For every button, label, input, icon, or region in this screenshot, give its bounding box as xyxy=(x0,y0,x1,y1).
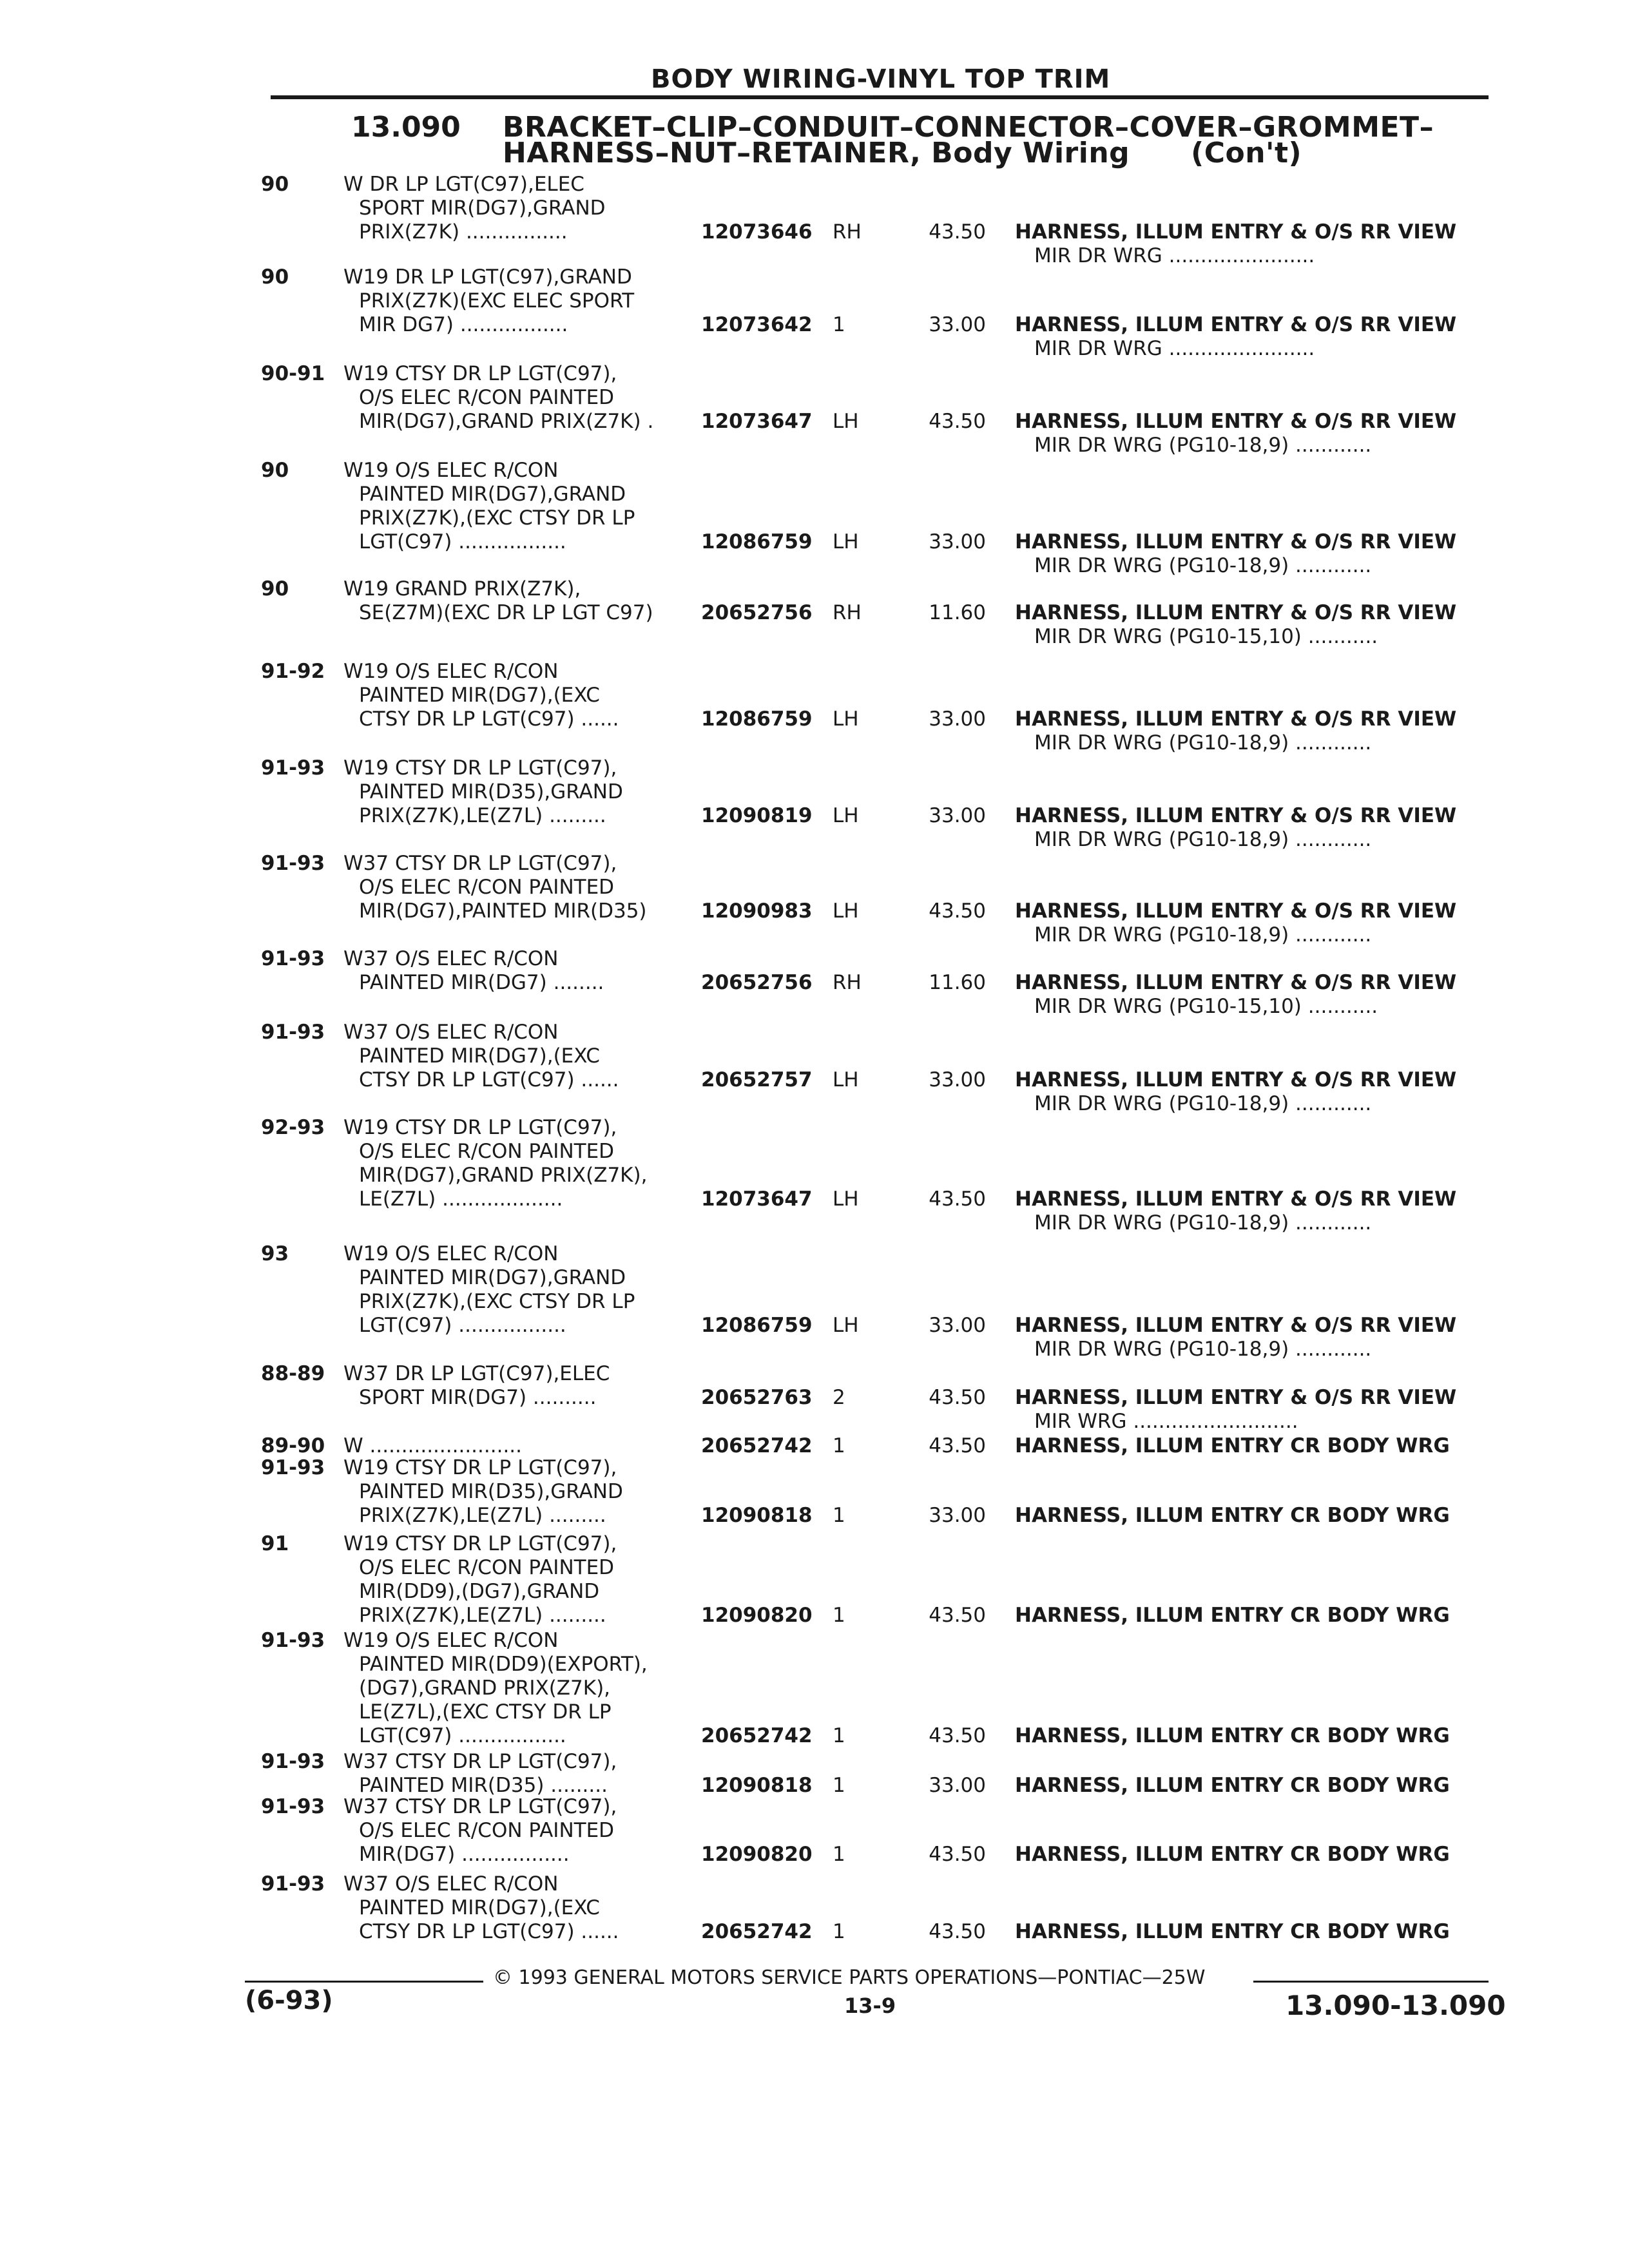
part-description xyxy=(1015,1920,1518,1944)
price: 43.50 xyxy=(929,899,986,923)
model-years: 91-92 xyxy=(261,660,325,683)
section-title: BODY WIRING-VINYL TOP TRIM xyxy=(651,64,1111,94)
usage-line: LGT(C97) ................. xyxy=(359,1314,566,1337)
part-description-main: HARNESS, ILLUM ENTRY & O/S RR VIEW xyxy=(1015,313,1457,336)
price: 43.50 xyxy=(929,220,986,244)
part-number: 12086759 xyxy=(701,707,813,731)
part-description-main: HARNESS, ILLUM ENTRY & O/S RR VIEW xyxy=(1015,1314,1457,1337)
usage-line: PAINTED MIR(D35),GRAND xyxy=(359,780,623,803)
usage-line: PAINTED MIR(DD9)(EXPORT), xyxy=(359,1653,648,1676)
usage-line: PRIX(Z7K),(EXC CTSY DR LP xyxy=(359,1290,635,1313)
quantity-or-side: LH xyxy=(833,899,859,923)
part-description-main: HARNESS, ILLUM ENTRY & O/S RR VIEW xyxy=(1015,1386,1457,1409)
usage-line: MIR(DD9),(DG7),GRAND xyxy=(359,1580,600,1603)
model-years: 91-93 xyxy=(261,1795,325,1818)
usage-line: PAINTED MIR(DG7),(EXC xyxy=(359,1896,600,1919)
usage-line: W ........................ xyxy=(343,1434,523,1457)
price: 33.00 xyxy=(929,1068,986,1091)
part-description-main: HARNESS, ILLUM ENTRY CR BODY WRG xyxy=(1015,1604,1450,1627)
usage-line: LE(Z7L),(EXC CTSY DR LP xyxy=(359,1700,612,1724)
model-years: 91-93 xyxy=(261,1629,325,1652)
group-number: 13.090 xyxy=(351,111,461,144)
usage-line: W19 GRAND PRIX(Z7K), xyxy=(343,577,581,601)
usage-line: LGT(C97) ................. xyxy=(359,1724,566,1747)
usage-line: MIR(DG7),PAINTED MIR(D35) xyxy=(359,899,647,923)
usage-line: W19 CTSY DR LP LGT(C97), xyxy=(343,756,617,780)
usage-line: PAINTED MIR(DG7),(EXC xyxy=(359,684,600,707)
quantity-or-side: LH xyxy=(833,804,859,827)
usage-description xyxy=(343,577,704,625)
usage-line: CTSY DR LP LGT(C97) ...... xyxy=(359,707,619,731)
quantity-or-side: LH xyxy=(833,1314,859,1337)
part-number: 12073646 xyxy=(701,220,813,244)
part-description-main: HARNESS, ILLUM ENTRY & O/S RR VIEW xyxy=(1015,971,1457,994)
model-years: 92-93 xyxy=(261,1116,325,1139)
usage-description xyxy=(343,362,704,434)
usage-line: PAINTED MIR(DG7),(EXC xyxy=(359,1044,600,1068)
usage-description xyxy=(343,459,704,554)
part-description-main: HARNESS, ILLUM ENTRY & O/S RR VIEW xyxy=(1015,707,1457,731)
group-title-cont: (Con't) xyxy=(1191,137,1302,169)
part-description-main: HARNESS, ILLUM ENTRY CR BODY WRG xyxy=(1015,1504,1450,1527)
usage-line: W19 CTSY DR LP LGT(C97), xyxy=(343,1456,617,1479)
model-years: 91-93 xyxy=(261,1456,325,1479)
part-number: 12090820 xyxy=(701,1843,813,1866)
price: 43.50 xyxy=(929,1434,986,1457)
usage-line: PRIX(Z7K)(EXC ELEC SPORT xyxy=(359,289,635,312)
quantity-or-side: 1 xyxy=(833,1843,845,1866)
usage-line: W19 O/S ELEC R/CON xyxy=(343,1629,559,1652)
part-description xyxy=(1015,1187,1518,1235)
quantity-or-side: LH xyxy=(833,707,859,731)
usage-line: SPORT MIR(DG7) .......... xyxy=(359,1386,597,1409)
part-description-sub: MIR DR WRG (PG10-15,10) ........... xyxy=(1034,625,1378,648)
usage-line: CTSY DR LP LGT(C97) ...... xyxy=(359,1920,619,1943)
model-years: 91-93 xyxy=(261,947,325,970)
part-number: 12090819 xyxy=(701,804,813,827)
part-description-main: HARNESS, ILLUM ENTRY & O/S RR VIEW xyxy=(1015,410,1457,433)
usage-line: PAINTED MIR(D35),GRAND xyxy=(359,1480,623,1503)
usage-description xyxy=(343,173,704,244)
usage-line: MIR DG7) ................. xyxy=(359,313,568,336)
group-title xyxy=(503,111,1434,169)
part-number: 20652742 xyxy=(701,1920,813,1943)
usage-description xyxy=(343,852,704,923)
part-description-main: HARNESS, ILLUM ENTRY & O/S RR VIEW xyxy=(1015,530,1457,553)
quantity-or-side: RH xyxy=(833,601,862,624)
price: 33.00 xyxy=(929,530,986,553)
part-description-sub: MIR DR WRG (PG10-18,9) ............ xyxy=(1034,1211,1372,1235)
usage-line: PRIX(Z7K) ................ xyxy=(359,220,568,244)
footer-rule-left xyxy=(245,1981,483,1983)
part-description xyxy=(1015,1724,1518,1748)
usage-line: SPORT MIR(DG7),GRAND xyxy=(359,197,606,220)
header-rule xyxy=(271,95,1489,99)
part-number: 20652756 xyxy=(701,601,813,624)
model-years: 90 xyxy=(261,577,289,601)
usage-description xyxy=(343,1242,704,1338)
usage-line: PRIX(Z7K),(EXC CTSY DR LP xyxy=(359,506,635,530)
quantity-or-side: 1 xyxy=(833,1604,845,1627)
model-years: 90-91 xyxy=(261,362,325,385)
part-description xyxy=(1015,804,1518,852)
part-description-main: HARNESS, ILLUM ENTRY & O/S RR VIEW xyxy=(1015,899,1457,923)
price: 33.00 xyxy=(929,313,986,336)
part-description-sub: MIR DR WRG ....................... xyxy=(1034,244,1315,267)
part-description xyxy=(1015,971,1518,1019)
part-description-sub: MIR DR WRG (PG10-18,9) ............ xyxy=(1034,828,1372,851)
part-number: 20652742 xyxy=(701,1724,813,1747)
usage-line: MIR(DG7) ................. xyxy=(359,1843,570,1866)
usage-line: MIR(DG7),GRAND PRIX(Z7K) . xyxy=(359,410,654,433)
part-description-main: HARNESS, ILLUM ENTRY CR BODY WRG xyxy=(1015,1774,1450,1797)
usage-description xyxy=(343,756,704,828)
part-description-sub: MIR WRG .......................... xyxy=(1034,1410,1298,1433)
quantity-or-side: LH xyxy=(833,410,859,433)
price: 33.00 xyxy=(929,1504,986,1527)
part-number: 12086759 xyxy=(701,1314,813,1337)
part-number: 20652757 xyxy=(701,1068,813,1091)
usage-description xyxy=(343,1116,704,1211)
quantity-or-side: 1 xyxy=(833,1434,845,1457)
page-number: 13-9 xyxy=(844,1994,896,2018)
usage-line: O/S ELEC R/CON PAINTED xyxy=(359,1819,615,1842)
part-description xyxy=(1015,530,1518,578)
price: 11.60 xyxy=(929,971,986,994)
price: 43.50 xyxy=(929,1187,986,1211)
usage-description xyxy=(343,1434,704,1458)
part-number: 12073647 xyxy=(701,410,813,433)
usage-description xyxy=(343,1795,704,1867)
part-description-sub: MIR DR WRG (PG10-18,9) ............ xyxy=(1034,923,1372,947)
price: 43.50 xyxy=(929,1724,986,1747)
price: 33.00 xyxy=(929,1314,986,1337)
part-description-sub: MIR DR WRG (PG10-15,10) ........... xyxy=(1034,995,1378,1018)
usage-description xyxy=(343,1362,704,1410)
price: 43.50 xyxy=(929,1604,986,1627)
usage-line: PAINTED MIR(DG7),GRAND xyxy=(359,483,626,506)
usage-line: W19 DR LP LGT(C97),GRAND xyxy=(343,265,632,289)
usage-line: CTSY DR LP LGT(C97) ...... xyxy=(359,1068,619,1091)
footer-rule-right xyxy=(1253,1981,1489,1983)
quantity-or-side: LH xyxy=(833,1068,859,1091)
usage-description xyxy=(343,1456,704,1528)
part-number: 12090818 xyxy=(701,1774,813,1797)
usage-line: W19 CTSY DR LP LGT(C97), xyxy=(343,1116,617,1139)
part-description xyxy=(1015,1314,1518,1361)
part-description-main: HARNESS, ILLUM ENTRY CR BODY WRG xyxy=(1015,1724,1450,1747)
part-description-sub: MIR DR WRG (PG10-18,9) ............ xyxy=(1034,1338,1372,1361)
price: 33.00 xyxy=(929,707,986,731)
price: 33.00 xyxy=(929,804,986,827)
part-description-sub: MIR DR WRG (PG10-18,9) ............ xyxy=(1034,554,1372,577)
model-years: 91-93 xyxy=(261,1750,325,1773)
usage-line: O/S ELEC R/CON PAINTED xyxy=(359,1140,615,1163)
usage-line: W37 CTSY DR LP LGT(C97), xyxy=(343,852,617,875)
part-description xyxy=(1015,1068,1518,1116)
group-title-line2: HARNESS–NUT–RETAINER, Body Wiring xyxy=(503,137,1130,169)
part-number: 12090818 xyxy=(701,1504,813,1527)
quantity-or-side: 2 xyxy=(833,1386,845,1409)
part-description xyxy=(1015,1434,1518,1458)
quantity-or-side: 1 xyxy=(833,1920,845,1943)
usage-line: LE(Z7L) ................... xyxy=(359,1187,563,1211)
model-years: 91-93 xyxy=(261,852,325,875)
quantity-or-side: 1 xyxy=(833,313,845,336)
usage-line: LGT(C97) ................. xyxy=(359,530,566,553)
usage-line: PAINTED MIR(DG7) ........ xyxy=(359,971,604,994)
usage-line: W19 O/S ELEC R/CON xyxy=(343,459,559,482)
quantity-or-side: LH xyxy=(833,530,859,553)
usage-line: W37 O/S ELEC R/CON xyxy=(343,1021,559,1044)
quantity-or-side: RH xyxy=(833,220,862,244)
usage-line: W37 O/S ELEC R/CON xyxy=(343,947,559,970)
model-years: 91-93 xyxy=(261,1021,325,1044)
part-description xyxy=(1015,220,1518,268)
usage-line: W19 O/S ELEC R/CON xyxy=(343,1242,559,1265)
usage-line: PRIX(Z7K),LE(Z7L) ......... xyxy=(359,1504,606,1527)
part-description xyxy=(1015,899,1518,947)
usage-line: O/S ELEC R/CON PAINTED xyxy=(359,386,615,409)
usage-description xyxy=(343,265,704,337)
part-number: 20652742 xyxy=(701,1434,813,1457)
model-years: 93 xyxy=(261,1242,289,1265)
part-description xyxy=(1015,1504,1518,1528)
usage-description xyxy=(343,1532,704,1628)
model-years: 88-89 xyxy=(261,1362,325,1385)
part-description-sub: MIR DR WRG (PG10-18,9) ............ xyxy=(1034,731,1372,754)
usage-description xyxy=(343,1629,704,1748)
usage-line: W37 O/S ELEC R/CON xyxy=(343,1872,559,1896)
price: 43.50 xyxy=(929,1920,986,1943)
quantity-or-side: 1 xyxy=(833,1724,845,1747)
part-description-sub: MIR DR WRG ....................... xyxy=(1034,337,1315,360)
usage-description xyxy=(343,660,704,731)
part-number: 12086759 xyxy=(701,530,813,553)
usage-line: (DG7),GRAND PRIX(Z7K), xyxy=(359,1677,611,1700)
part-number: 12073647 xyxy=(701,1187,813,1211)
part-description-main: HARNESS, ILLUM ENTRY & O/S RR VIEW xyxy=(1015,220,1457,244)
part-description xyxy=(1015,313,1518,361)
part-description xyxy=(1015,1843,1518,1867)
part-description xyxy=(1015,1604,1518,1628)
price: 43.50 xyxy=(929,1843,986,1866)
part-description-main: HARNESS, ILLUM ENTRY & O/S RR VIEW xyxy=(1015,804,1457,827)
part-description-main: HARNESS, ILLUM ENTRY CR BODY WRG xyxy=(1015,1434,1450,1457)
usage-line: PRIX(Z7K),LE(Z7L) ......... xyxy=(359,1604,606,1627)
usage-line: W19 O/S ELEC R/CON xyxy=(343,660,559,683)
usage-line: O/S ELEC R/CON PAINTED xyxy=(359,876,615,899)
part-description xyxy=(1015,707,1518,755)
model-years: 91 xyxy=(261,1532,289,1555)
usage-line: W37 DR LP LGT(C97),ELEC xyxy=(343,1362,610,1385)
part-description xyxy=(1015,601,1518,649)
usage-line: MIR(DG7),GRAND PRIX(Z7K), xyxy=(359,1164,648,1187)
usage-description xyxy=(343,947,704,995)
usage-description xyxy=(343,1021,704,1092)
part-description-main: HARNESS, ILLUM ENTRY CR BODY WRG xyxy=(1015,1920,1450,1943)
part-number: 20652756 xyxy=(701,971,813,994)
copyright-notice: © 1993 GENERAL MOTORS SERVICE PARTS OPERATIONS—PONTIAC—25W xyxy=(493,1966,1206,1989)
part-number: 12073642 xyxy=(701,313,813,336)
usage-line: W DR LP LGT(C97),ELEC xyxy=(343,173,584,196)
part-description-main: HARNESS, ILLUM ENTRY & O/S RR VIEW xyxy=(1015,1068,1457,1091)
usage-line: W37 CTSY DR LP LGT(C97), xyxy=(343,1750,617,1773)
part-description xyxy=(1015,410,1518,457)
part-number: 12090983 xyxy=(701,899,813,923)
usage-line: W19 CTSY DR LP LGT(C97), xyxy=(343,362,617,385)
quantity-or-side: 1 xyxy=(833,1774,845,1797)
usage-line: O/S ELEC R/CON PAINTED xyxy=(359,1556,615,1579)
usage-line: PRIX(Z7K),LE(Z7L) ......... xyxy=(359,804,606,827)
group-title-line1: BRACKET–CLIP–CONDUIT–CONNECTOR–COVER–GROMMET– xyxy=(503,111,1434,144)
model-years: 90 xyxy=(261,265,289,289)
part-description-main: HARNESS, ILLUM ENTRY & O/S RR VIEW xyxy=(1015,601,1457,624)
price: 43.50 xyxy=(929,1386,986,1409)
part-number: 12090820 xyxy=(701,1604,813,1627)
part-description-sub: MIR DR WRG (PG10-18,9) ............ xyxy=(1034,1092,1372,1115)
part-number: 20652763 xyxy=(701,1386,813,1409)
price: 11.60 xyxy=(929,601,986,624)
quantity-or-side: 1 xyxy=(833,1504,845,1527)
part-description xyxy=(1015,1774,1518,1798)
price: 33.00 xyxy=(929,1774,986,1797)
usage-description xyxy=(343,1750,704,1798)
model-years: 90 xyxy=(261,173,289,196)
model-years: 91-93 xyxy=(261,756,325,780)
usage-line: W37 CTSY DR LP LGT(C97), xyxy=(343,1795,617,1818)
model-years: 90 xyxy=(261,459,289,482)
footer-date-code: (6-93) xyxy=(245,1986,333,2015)
price: 43.50 xyxy=(929,410,986,433)
usage-line: W19 CTSY DR LP LGT(C97), xyxy=(343,1532,617,1555)
usage-line: SE(Z7M)(EXC DR LP LGT C97) xyxy=(359,601,653,624)
part-description-main: HARNESS, ILLUM ENTRY CR BODY WRG xyxy=(1015,1843,1450,1866)
usage-line: PAINTED MIR(D35) ......... xyxy=(359,1774,608,1797)
usage-line: PAINTED MIR(DG7),GRAND xyxy=(359,1266,626,1289)
usage-description xyxy=(343,1872,704,1944)
model-years: 89-90 xyxy=(261,1434,325,1457)
quantity-or-side: LH xyxy=(833,1187,859,1211)
part-description xyxy=(1015,1386,1518,1434)
part-description-sub: MIR DR WRG (PG10-18,9) ............ xyxy=(1034,434,1372,457)
part-description-main: HARNESS, ILLUM ENTRY & O/S RR VIEW xyxy=(1015,1187,1457,1211)
quantity-or-side: RH xyxy=(833,971,862,994)
footer-group-range: 13.090-13.090 xyxy=(1286,1990,1506,2021)
model-years: 91-93 xyxy=(261,1872,325,1896)
